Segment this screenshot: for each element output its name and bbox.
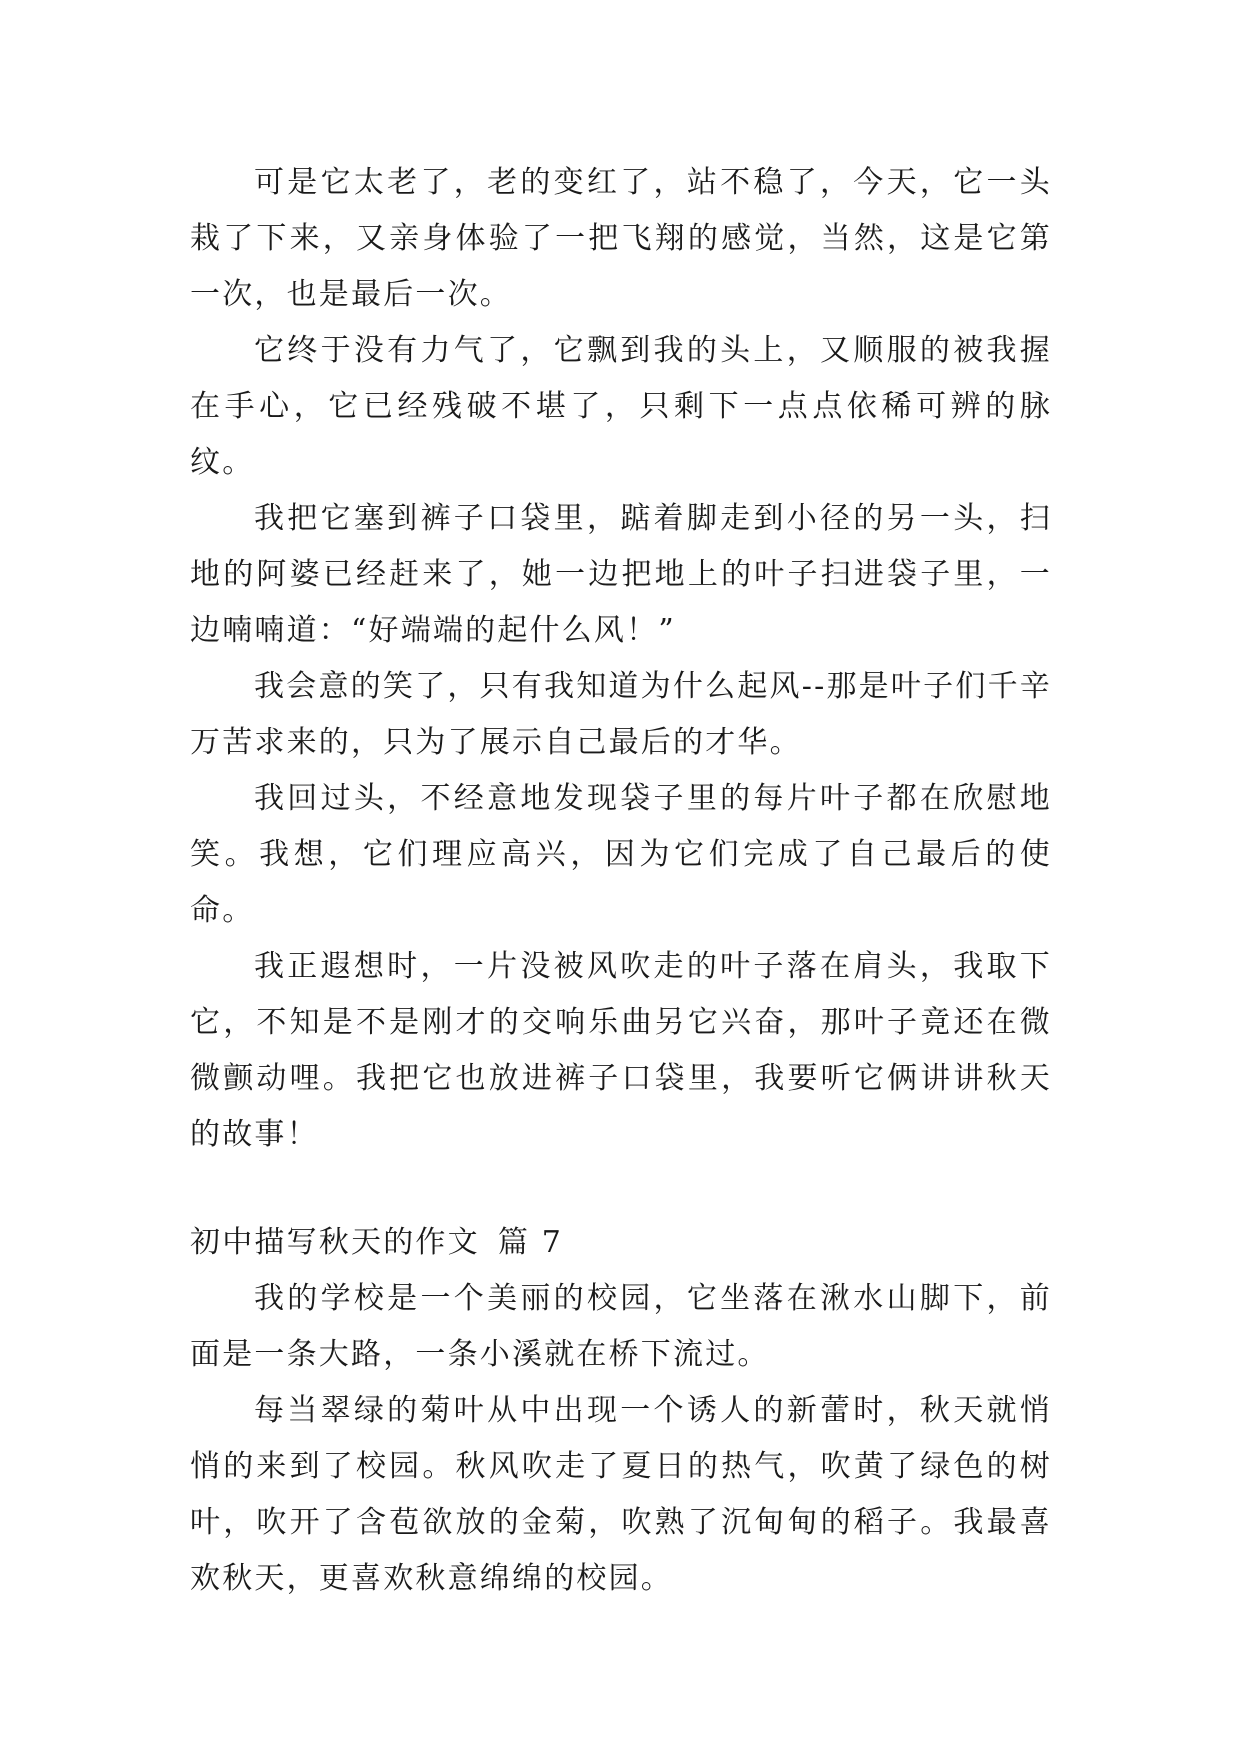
paragraph: 可是它太老了，老的变红了，站不稳了，今天，它一头栽了下来，又亲身体验了一把飞翔的感觉，当然，这是它第一次，也是最后一次。 — [190, 165, 1052, 312]
section-heading — [190, 1215, 1052, 1271]
paragraph: 每当翠绿的菊叶从中出现一个诱人的新蕾时，秋天就悄悄的来到了校园。秋风吹走了夏日的热气，吹黄了绿色的树叶，吹开了含苞欲放的金菊，吹熟了沉甸甸的稻子。我最喜欢秋天，更喜欢秋意绵绵的校园。 — [190, 1393, 1052, 1596]
paragraph: 我的学校是一个美丽的校园，它坐落在湫水山脚下，前面是一条大路，一条小溪就在桥下流过。 — [190, 1281, 1052, 1372]
paragraph: 它终于没有力气了，它飘到我的头上，又顺服的被我握在手心，它已经残破不堪了，只剩下一点点依稀可辨的脉纹。 — [190, 333, 1052, 480]
paragraph: 我回过头，不经意地发现袋子里的每片叶子都在欣慰地笑。我想，它们理应高兴，因为它们完成了自己最后的使命。 — [190, 781, 1052, 928]
document-page — [190, 155, 1052, 1607]
paragraph: 我把它塞到裤子口袋里，踮着脚走到小径的另一头，扫地的阿婆已经赶来了，她一边把地上的叶子扫进袋子里，一边喃喃道：“好端端的起什么风！” — [190, 501, 1052, 648]
paragraph: 我正遐想时，一片没被风吹走的叶子落在肩头，我取下它，不知是不是刚才的交响乐曲另它兴奋，那叶子竟还在微微颤动哩。我把它也放进裤子口袋里，我要听它俩讲讲秋天的故事！ — [190, 949, 1052, 1152]
section-number: 篇 7 — [497, 1225, 564, 1260]
paragraph: 我会意的笑了，只有我知道为什么起风--那是叶子们千辛万苦求来的，只为了展示自己最后的才华。 — [190, 669, 1052, 760]
section-title: 初中描写秋天的作文 — [190, 1225, 480, 1260]
